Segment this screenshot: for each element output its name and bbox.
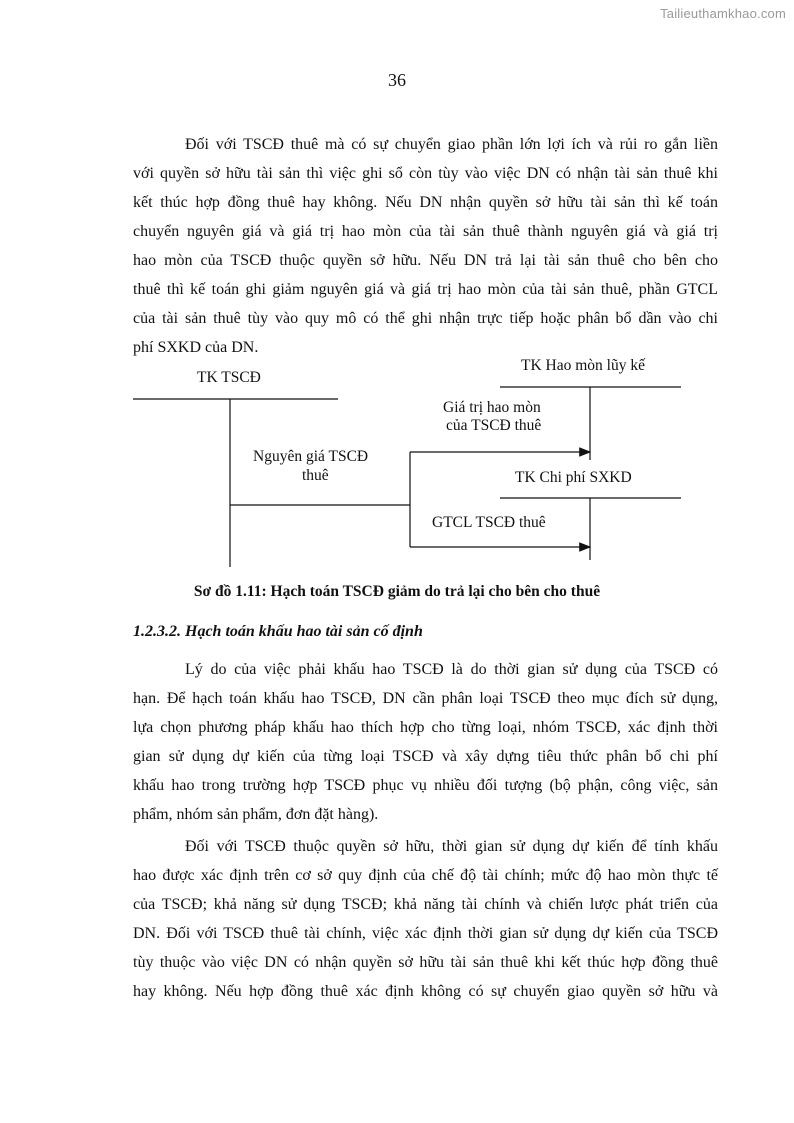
paragraph-line: DN. Đối với TSCĐ thuê tài chính, việc xác định thời gian sử dụng dự kiến của TSCĐ [133,925,718,942]
paragraph-line: với quyền sở hữu tài sản thì việc ghi sổ còn tùy vào việc DN có nhận tài sản thuê khi [133,165,718,182]
nguyen-gia-label-line1: Nguyên giá TSCĐ [253,448,369,465]
gia-tri-hao-mon-label-line1: Giá trị hao mòn [443,399,541,416]
paragraph-line: lựa chọn phương pháp khấu hao thích hợp cho từng loại, nhóm TSCĐ, xác định thời [133,719,718,736]
paragraph-line: Đối với TSCĐ thuộc quyền sở hữu, thời gian sử dụng dự kiến để tính khấu [185,838,718,855]
paragraph-line: Lý do của việc phải khấu hao TSCĐ là do thời gian sử dụng của TSCĐ có [185,661,718,678]
paragraph-line: Đối với TSCĐ thuê mà có sự chuyển giao phần lớn lợi ích và rủi ro gắn liền [185,136,718,153]
diagram-caption: Sơ đồ 1.11: Hạch toán TSCĐ giảm do trả lại cho bên cho thuê [193,583,601,600]
page-number: 36 [388,70,406,90]
watermark: Tailieuthamkhao.com [660,6,786,21]
paragraph-line: hao được xác định trên cơ sở quy định của chế độ tài chính; mức độ hao mòn thực tế [133,867,718,884]
account-tscd-label: TK TSCĐ [197,369,261,386]
paragraph-line: phí SXKD của DN. [133,339,259,356]
account-chi-phi-label: TK Chi phí SXKD [515,469,632,486]
paragraph-2 [133,655,718,829]
paragraph-line: thuê thì kế toán ghi giảm nguyên giá và giá trị hao mòn của tài sản thuê, phần GTCL [133,281,718,298]
nguyen-gia-label-line2: thuê [302,467,329,484]
paragraph-3 [133,832,718,1006]
paragraph-line: tùy thuộc vào việc DN có nhận quyền sở hữu tài sản thuê khi kết thúc hợp đồng thuê [133,954,718,971]
section-heading: 1.2.3.2. Hạch toán khấu hao tài sản cố định [133,623,423,640]
paragraph-line: chuyển nguyên giá và giá trị hao mòn của tài sản thuê thành nguyên giá và giá trị [133,223,718,240]
paragraph-line: của TSCĐ; khả năng sử dụng TSCĐ; khả năng tài chính và chiến lược phát triển của [133,896,718,913]
paragraph-line: hạn. Để hạch toán khấu hao TSCĐ, DN cần phân loại TSCĐ theo mục đích sử dụng, [133,690,718,707]
gia-tri-hao-mon-label-line2: của TSCĐ thuê [446,417,542,434]
paragraph-line: hay không. Nếu hợp đồng thuê xác định không có sự chuyển giao quyền sở hữu và [133,983,718,1000]
paragraph-line: phẩm, nhóm sản phẩm, đơn đặt hàng). [133,806,379,823]
gtcl-label: GTCL TSCĐ thuê [432,514,546,531]
account-hao-mon-label: TK Hao mòn lũy kế [521,357,645,374]
paragraph-line: kết thúc hợp đồng thuê hay không. Nếu DN nhận quyền sở hữu tài sản thì kế toán [133,194,718,211]
paragraph-line: của tài sản thuê tùy vào quy mô có thể ghi nhận trực tiếp hoặc phân bổ dần vào chi [133,310,718,327]
paragraph-1 [133,130,718,362]
paragraph-line: khấu hao trong trường hợp TSCĐ phục vụ nhiều đối tượng (bộ phận, công việc, sản [133,777,718,794]
paragraph-line: hao mòn của TSCĐ thuộc quyền sở hữu. Nếu DN trả lại tài sản thuê cho bên cho [133,252,718,269]
paragraph-line: gian sử dụng dự kiến của từng loại TSCĐ và xây dựng tiêu thức phân bổ chi phí [133,748,718,765]
